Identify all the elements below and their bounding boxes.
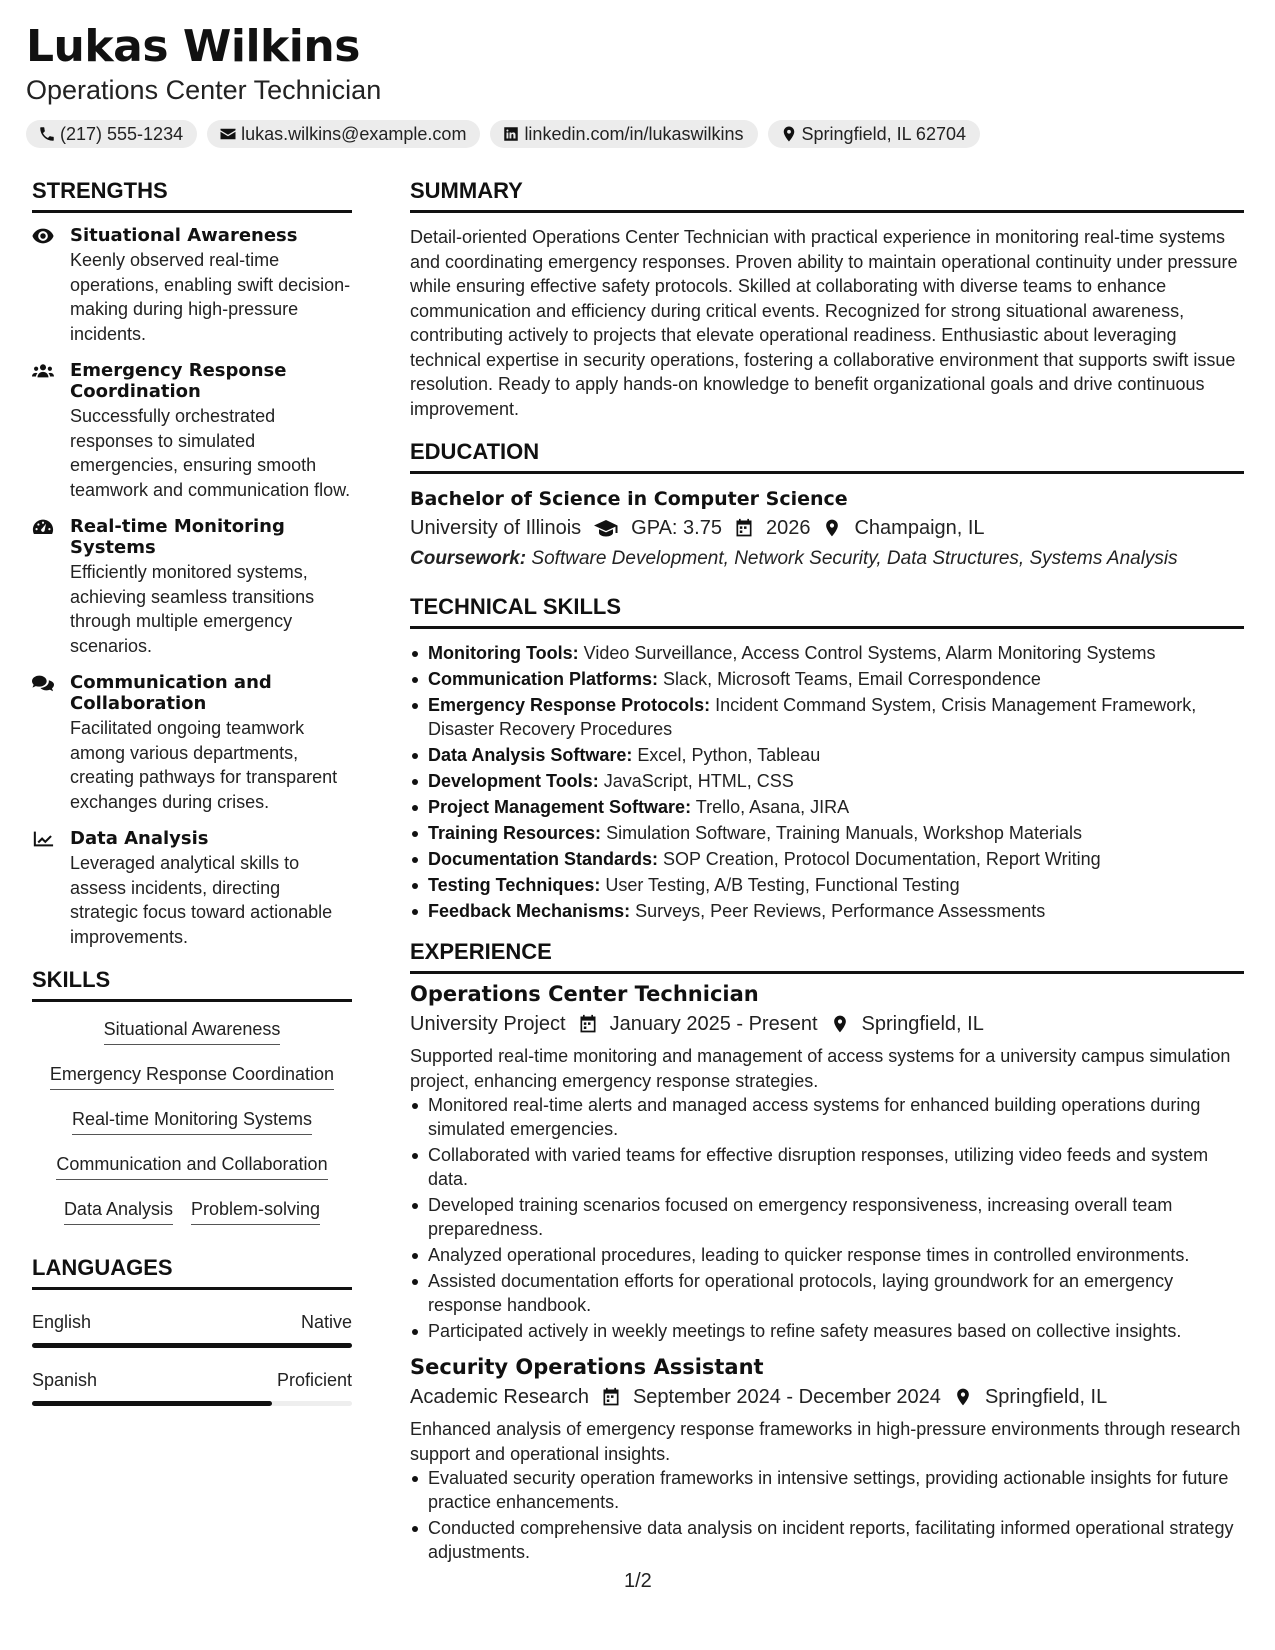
right-column bbox=[410, 178, 1244, 1580]
strength-desc: Leveraged analytical skills to assess incidents, directing strategic focus toward actionable improvements. bbox=[70, 853, 333, 947]
phone-chip[interactable] bbox=[26, 120, 197, 148]
skill-value: Excel, Python, Tableau bbox=[637, 745, 821, 765]
education-location: Champaign, IL bbox=[854, 517, 985, 539]
strength-title: Data Analysis bbox=[70, 828, 209, 849]
skill-tag: Situational Awareness bbox=[104, 1018, 281, 1045]
strength-desc: Facilitated ongoing teamwork among various departments, creating pathways for transparent exchanges during crises. bbox=[70, 718, 338, 812]
skill-label: Emergency Response Protocols: bbox=[428, 695, 711, 715]
skill-label: Data Analysis Software: bbox=[428, 745, 633, 765]
job-org: Academic Research bbox=[410, 1386, 589, 1408]
experience-entry bbox=[410, 980, 1244, 1343]
job-title: Operations Center Technician bbox=[410, 982, 759, 1006]
resume-header bbox=[26, 20, 1246, 148]
job-bullets bbox=[410, 1093, 1244, 1343]
language-proficiency-bar bbox=[32, 1401, 352, 1406]
candidate-headline: Operations Center Technician bbox=[26, 75, 382, 105]
linkedin-chip[interactable] bbox=[490, 120, 757, 148]
job-description: Supported real-time monitoring and management of access systems for a university campus simulation project, enhancing emergency response strategies. bbox=[410, 1046, 1231, 1091]
skill-value: Video Surveillance, Access Control Systems, Alarm Monitoring Systems bbox=[583, 643, 1156, 663]
technical-skills-list bbox=[410, 641, 1244, 923]
language-proficiency-fill bbox=[32, 1343, 352, 1348]
education-degree: Bachelor of Science in Computer Science bbox=[410, 488, 848, 510]
list-item: Collaborated with varied teams for effective disruption responses, utilizing video feeds and system data. bbox=[410, 1143, 1244, 1191]
calendar-icon bbox=[734, 518, 754, 538]
skill-value: JavaScript, HTML, CSS bbox=[603, 771, 794, 791]
skill-tag: Emergency Response Coordination bbox=[50, 1063, 334, 1090]
page-number: 1/2 bbox=[624, 1570, 652, 1592]
list-item: Developed training scenarios focused on emergency responsiveness, increasing overall team preparedness. bbox=[410, 1193, 1244, 1241]
list-item bbox=[410, 667, 1244, 691]
education-school: University of Illinois bbox=[410, 517, 582, 539]
list-item: Monitored real-time alerts and managed access systems for enhanced building operations during simulated emergencies. bbox=[410, 1093, 1244, 1141]
strength-item bbox=[32, 828, 352, 949]
skill-value: SOP Creation, Protocol Documentation, Report Writing bbox=[663, 849, 1101, 869]
job-meta bbox=[410, 1381, 1244, 1413]
strength-title: Situational Awareness bbox=[70, 225, 298, 246]
skill-label: Communication Platforms: bbox=[428, 669, 659, 689]
skills-list bbox=[32, 1014, 352, 1225]
job-description: Enhanced analysis of emergency response frameworks in high-pressure environments through research support and operational insights. bbox=[410, 1419, 1241, 1464]
language-proficiency-fill bbox=[32, 1401, 272, 1406]
map-pin-icon bbox=[953, 1387, 973, 1407]
linkedin-icon bbox=[502, 125, 520, 143]
skill-label: Documentation Standards: bbox=[428, 849, 659, 869]
language-level: Native bbox=[300, 1312, 352, 1332]
linkedin-text: linkedin.com/in/lukaswilkins bbox=[524, 123, 744, 144]
skill-value: Incident Command System, Crisis Management Framework, Disaster Recovery Procedures bbox=[428, 695, 1197, 739]
education-heading: EDUCATION bbox=[410, 439, 1244, 474]
education-coursework bbox=[410, 544, 1244, 574]
location-text: Springfield, IL 62704 bbox=[801, 123, 966, 144]
languages-heading: LANGUAGES bbox=[32, 1255, 352, 1290]
skill-value: User Testing, A/B Testing, Functional Testing bbox=[605, 875, 960, 895]
technical-skills-heading: TECHNICAL SKILLS bbox=[410, 594, 1244, 629]
phone-icon bbox=[38, 125, 56, 143]
chart-line-icon bbox=[32, 830, 54, 848]
strength-item bbox=[32, 360, 352, 502]
experience-heading: EXPERIENCE bbox=[410, 939, 1244, 974]
strength-desc: Successfully orchestrated responses to simulated emergencies, ensuring smooth teamwork and communication flow. bbox=[70, 406, 351, 500]
email-chip[interactable] bbox=[207, 120, 480, 148]
job-bullets bbox=[410, 1466, 1244, 1564]
contact-bar bbox=[26, 120, 1246, 148]
list-item bbox=[410, 795, 1244, 819]
strengths-heading: STRENGTHS bbox=[32, 178, 352, 213]
gauge-icon bbox=[32, 518, 54, 536]
language-item bbox=[32, 1312, 352, 1348]
list-item bbox=[410, 743, 1244, 767]
summary-heading: SUMMARY bbox=[410, 178, 1244, 213]
skill-value: Simulation Software, Training Manuals, Workshop Materials bbox=[606, 823, 1082, 843]
skill-label: Development Tools: bbox=[428, 771, 599, 791]
calendar-icon bbox=[601, 1387, 621, 1407]
job-location: Springfield, IL bbox=[861, 1013, 984, 1035]
users-icon bbox=[32, 362, 54, 380]
envelope-icon bbox=[219, 125, 237, 143]
summary-text: Detail-oriented Operations Center Technician with practical experience in monitoring real-time systems and coordinating emergency responses. Proven ability to maintain operational continuity under pressure while ensuring effective safety protocols. Skilled at collaborating with diverse teams to enhance communication and efficiency during critical events. Recognized for strong situational awareness, contributing actively to projects that elevate operational readiness. Enthusiastic about leveraging technical expertise in security operations, fostering a collaborative environment that supports swift issue resolution. Ready to apply hands-on knowledge to benefit organizational goals and drive continuous improvement. bbox=[410, 227, 1238, 419]
skill-value: Slack, Microsoft Teams, Email Correspondence bbox=[663, 669, 1041, 689]
skill-label: Project Management Software: bbox=[428, 797, 692, 817]
skill-tag: Communication and Collaboration bbox=[56, 1153, 327, 1180]
skills-heading: SKILLS bbox=[32, 967, 352, 1002]
map-pin-icon bbox=[822, 518, 842, 538]
skill-label: Training Resources: bbox=[428, 823, 602, 843]
language-level: Proficient bbox=[276, 1370, 352, 1390]
list-item: Assisted documentation efforts for operational protocols, laying groundwork for an emergency response handbook. bbox=[410, 1269, 1244, 1317]
eye-icon bbox=[32, 227, 54, 245]
language-name: Spanish bbox=[32, 1370, 98, 1390]
list-item: Participated actively in weekly meetings to refine safety measures based on collective insights. bbox=[410, 1319, 1244, 1343]
list-item bbox=[410, 641, 1244, 665]
strength-item bbox=[32, 225, 352, 346]
job-dates: January 2025 - Present bbox=[609, 1013, 818, 1035]
job-location: Springfield, IL bbox=[984, 1386, 1108, 1408]
list-item bbox=[410, 847, 1244, 871]
left-column bbox=[32, 178, 352, 1428]
strength-desc: Efficiently monitored systems, achieving seamless transitions through multiple emergency scenarios. bbox=[70, 562, 315, 656]
calendar-icon bbox=[578, 1014, 598, 1034]
map-pin-icon bbox=[830, 1014, 850, 1034]
skill-label: Feedback Mechanisms: bbox=[428, 901, 631, 921]
job-org: University Project bbox=[410, 1013, 566, 1035]
strength-title: Communication and Collaboration bbox=[70, 672, 272, 714]
location-chip bbox=[768, 120, 980, 148]
language-name: English bbox=[32, 1312, 92, 1332]
job-dates: September 2024 - December 2024 bbox=[632, 1386, 941, 1408]
candidate-name: Lukas Wilkins bbox=[26, 21, 360, 72]
map-pin-icon bbox=[780, 125, 798, 143]
strength-title: Real-time Monitoring Systems bbox=[70, 516, 285, 558]
skill-label: Monitoring Tools: bbox=[428, 643, 579, 663]
coursework-label: Coursework: bbox=[410, 548, 527, 569]
skill-label: Testing Techniques: bbox=[428, 875, 601, 895]
skill-value: Surveys, Peer Reviews, Performance Assessments bbox=[635, 901, 1046, 921]
phone-text: (217) 555-1234 bbox=[60, 123, 184, 144]
list-item bbox=[410, 873, 1244, 897]
skill-value: Trello, Asana, JIRA bbox=[695, 797, 850, 817]
list-item bbox=[410, 899, 1244, 923]
language-item bbox=[32, 1370, 352, 1406]
strength-title: Emergency Response Coordination bbox=[70, 360, 287, 402]
list-item bbox=[410, 769, 1244, 793]
coursework-text: Software Development, Network Security, Data Structures, Systems Analysis bbox=[531, 548, 1178, 569]
list-item: Conducted comprehensive data analysis on incident reports, facilitating informed operational strategy adjustments. bbox=[410, 1516, 1244, 1564]
list-item bbox=[410, 693, 1244, 741]
skill-tag: Problem-solving bbox=[191, 1198, 320, 1225]
education-gpa: GPA: 3.75 bbox=[631, 517, 722, 539]
strength-desc: Keenly observed real-time operations, enabling swift decision-making during high-pressure incidents. bbox=[70, 250, 351, 344]
education-year: 2026 bbox=[765, 517, 811, 539]
skill-tag: Real-time Monitoring Systems bbox=[72, 1108, 312, 1135]
list-item: Analyzed operational procedures, leading to quicker response times in controlled environments. bbox=[410, 1243, 1244, 1267]
list-item: Evaluated security operation frameworks in intensive settings, providing actionable insights for future practice enhancements. bbox=[410, 1466, 1244, 1514]
strength-item bbox=[32, 516, 352, 658]
email-text: lukas.wilkins@example.com bbox=[241, 123, 467, 144]
comments-icon bbox=[32, 674, 54, 692]
skill-tag: Data Analysis bbox=[64, 1198, 173, 1225]
strength-item bbox=[32, 672, 352, 814]
experience-entry bbox=[410, 1353, 1244, 1564]
list-item bbox=[410, 821, 1244, 845]
job-title: Security Operations Assistant bbox=[410, 1355, 764, 1379]
graduation-cap-icon bbox=[593, 518, 619, 538]
language-proficiency-bar bbox=[32, 1343, 352, 1348]
job-meta bbox=[410, 1008, 1244, 1040]
education-meta bbox=[410, 512, 1244, 544]
